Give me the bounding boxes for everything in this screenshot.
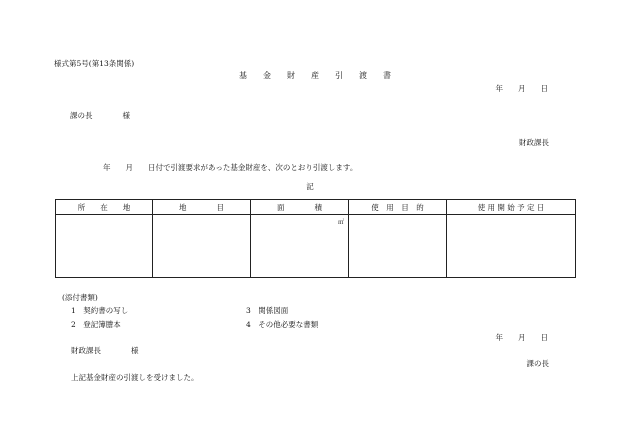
- cell-start-date: [447, 215, 576, 278]
- header-purpose: 使 用 目 的: [349, 200, 447, 215]
- document-title: 基 金 財 産 引 渡 書: [239, 71, 391, 80]
- date-bottom: 年 月 日: [495, 333, 548, 342]
- attachments-heading: (添付書類): [62, 293, 98, 302]
- date-top: 年 月 日: [495, 84, 548, 93]
- cell-purpose: [349, 215, 447, 278]
- cell-area: [251, 215, 349, 278]
- receipt-text: 上記基金財産の引渡しを受けました。: [71, 373, 199, 382]
- ki-label: 記: [306, 182, 314, 191]
- table-row: [56, 215, 576, 278]
- header-location: 所 在 地: [56, 200, 153, 215]
- attachment-item: 4 その他必要な書類: [246, 320, 319, 329]
- sender-top: 財政課長: [519, 138, 549, 147]
- sender-bottom: 課の長: [526, 359, 549, 368]
- table-header-row: [56, 200, 576, 215]
- attachment-item: 2 登記簿謄本: [71, 320, 121, 329]
- property-table: [55, 199, 576, 278]
- header-start-date: 使 用 開 始 予 定 日: [447, 200, 576, 215]
- addressee-top: 課の長 様: [70, 111, 130, 120]
- form-number: 様式第5号(第13条関係): [54, 59, 135, 68]
- cell-land-category: [153, 215, 251, 278]
- area-unit: ㎡: [337, 219, 344, 226]
- header-area: 面 積: [251, 200, 349, 215]
- header-land-category: 地 目: [153, 200, 251, 215]
- attachment-item: 3 関係図面: [246, 306, 289, 315]
- attachment-item: 1 契約書の写し: [71, 306, 129, 315]
- body-text: 年 月 日付で引渡要求があった基金財産を、次のとおり引渡します。: [103, 163, 358, 172]
- cell-location: [56, 215, 153, 278]
- addressee-bottom: 財政課長 様: [71, 346, 139, 355]
